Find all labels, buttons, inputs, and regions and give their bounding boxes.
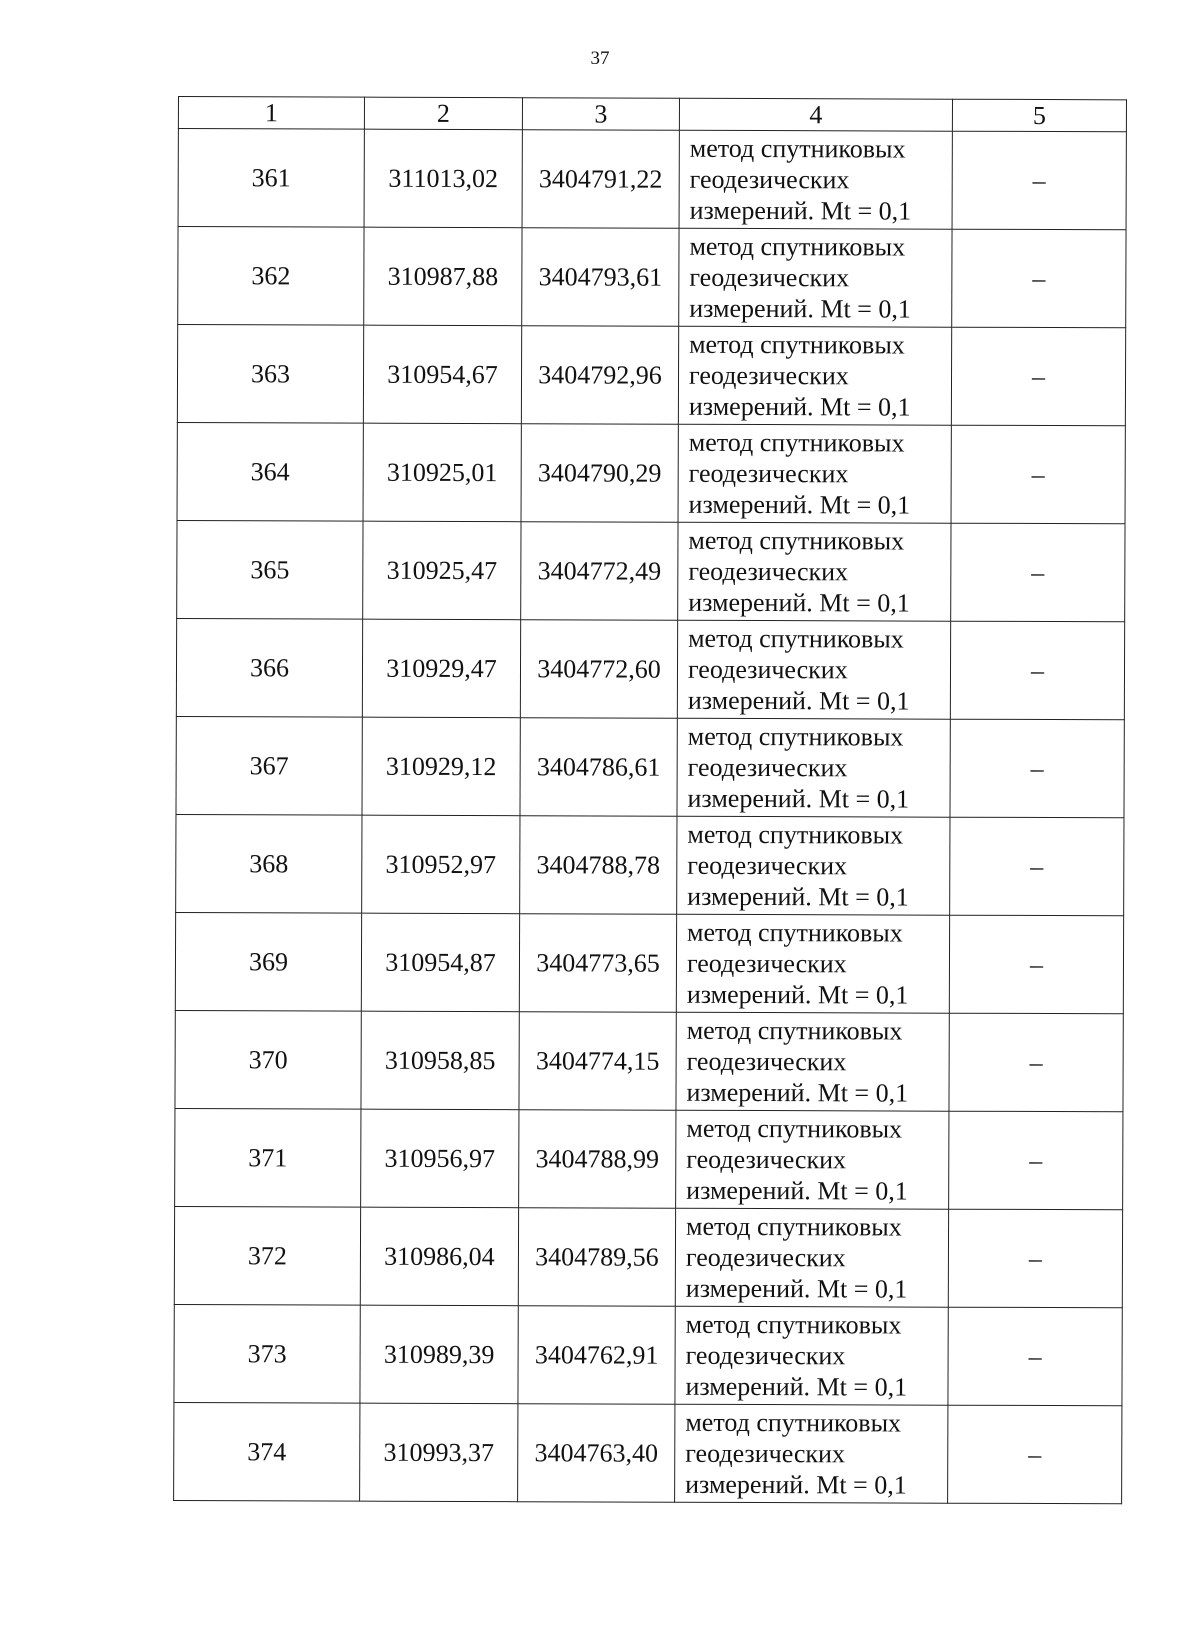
method-text-line: измерений. Mt = 0,1 xyxy=(686,979,909,1010)
y-coordinate-cell: 3404788,78 xyxy=(520,816,677,915)
x-coordinate-cell: 310954,87 xyxy=(361,913,519,1012)
x-coordinate-cell: 310986,04 xyxy=(360,1207,518,1306)
method-text-line: метод спутниковых xyxy=(688,427,905,458)
y-coordinate-cell: 3404762,91 xyxy=(518,1306,675,1405)
method-text-line: геодезических xyxy=(687,850,848,881)
point-number-cell: 372 xyxy=(174,1206,360,1305)
note-cell: – xyxy=(950,817,1124,916)
method-text-line: метод спутниковых xyxy=(686,1015,903,1046)
column-header: 4 xyxy=(679,98,952,131)
y-coordinate-cell: 3404786,61 xyxy=(520,718,677,817)
page-number: 37 xyxy=(590,48,610,69)
x-coordinate-cell: 310987,88 xyxy=(364,227,522,326)
x-coordinate-cell: 310925,01 xyxy=(363,423,521,522)
x-coordinate-cell: 310929,47 xyxy=(362,619,520,718)
method-text-line: геодезических xyxy=(687,752,848,783)
method-text-line: геодезических xyxy=(686,1046,847,1077)
note-cell: – xyxy=(948,1405,1122,1504)
note-cell: – xyxy=(952,229,1126,328)
method-cell xyxy=(676,914,949,1013)
note-cell: – xyxy=(949,1013,1123,1112)
y-coordinate-cell: 3404790,29 xyxy=(521,424,678,523)
table-row xyxy=(174,1304,1122,1405)
method-text-line: измерений. Mt = 0,1 xyxy=(688,587,910,618)
table-body xyxy=(174,129,1127,1504)
method-cell xyxy=(679,228,952,327)
method-text-line: измерений. Mt = 0,1 xyxy=(687,783,910,814)
point-number-cell: 361 xyxy=(178,129,364,228)
method-cell xyxy=(677,620,950,719)
method-text-line: метод спутниковых xyxy=(689,329,905,360)
x-coordinate-cell: 310929,12 xyxy=(362,717,520,816)
point-number-cell: 367 xyxy=(176,716,362,815)
table-row xyxy=(175,912,1123,1013)
method-cell xyxy=(675,1404,948,1503)
method-cell xyxy=(679,130,952,229)
method-text-line: измерений. Mt = 0,1 xyxy=(686,1175,908,1206)
point-number-cell: 370 xyxy=(175,1010,361,1109)
table-row xyxy=(176,814,1124,915)
note-cell: – xyxy=(948,1209,1122,1308)
method-text-line: измерений. Mt = 0,1 xyxy=(688,391,911,422)
table-header-row xyxy=(178,97,1126,132)
method-text-line: геодезических xyxy=(686,1144,847,1175)
y-coordinate-cell: 3404788,99 xyxy=(519,1110,676,1209)
point-number-cell: 368 xyxy=(176,814,362,913)
method-text-line: измерений. Mt = 0,1 xyxy=(687,881,909,912)
x-coordinate-cell: 310993,37 xyxy=(360,1403,518,1502)
table-row xyxy=(175,1010,1123,1111)
point-number-cell: 363 xyxy=(177,325,363,424)
method-text-line: измерений. Mt = 0,1 xyxy=(689,293,911,324)
column-header: 2 xyxy=(364,97,522,130)
method-text-line: метод спутниковых xyxy=(688,623,904,654)
method-text-line: геодезических xyxy=(688,556,849,587)
column-header: 3 xyxy=(522,98,679,131)
y-coordinate-cell: 3404773,65 xyxy=(519,914,676,1013)
note-cell: – xyxy=(949,1111,1123,1210)
method-text-line: измерений. Mt = 0,1 xyxy=(685,1469,907,1500)
table-row xyxy=(176,618,1124,719)
method-text-line: метод спутниковых xyxy=(685,1407,902,1438)
method-text-line: геодезических xyxy=(685,1438,846,1469)
note-cell: – xyxy=(948,1307,1122,1406)
method-text-line: метод спутниковых xyxy=(689,133,906,164)
method-cell xyxy=(676,1110,949,1209)
table-row xyxy=(177,325,1125,426)
note-cell: – xyxy=(952,131,1126,230)
method-text-line: геодезических xyxy=(688,458,849,489)
point-number-cell: 374 xyxy=(174,1402,360,1501)
column-header: 1 xyxy=(178,97,364,130)
table-row xyxy=(174,1206,1122,1307)
y-coordinate-cell: 3404791,22 xyxy=(522,130,679,229)
note-cell: – xyxy=(950,621,1124,720)
y-coordinate-cell: 3404772,49 xyxy=(521,522,678,621)
method-text-line: метод спутниковых xyxy=(686,1113,903,1144)
x-coordinate-cell: 310956,97 xyxy=(361,1109,519,1208)
method-cell xyxy=(678,326,951,425)
note-cell: – xyxy=(951,327,1125,426)
method-text-line: геодезических xyxy=(687,654,848,685)
column-header: 5 xyxy=(952,99,1126,132)
method-cell xyxy=(677,816,950,915)
note-cell: – xyxy=(951,425,1125,524)
method-cell xyxy=(678,522,951,621)
method-text-line: геодезических xyxy=(689,262,850,293)
method-text-line: метод спутниковых xyxy=(687,721,904,752)
method-text-line: геодезических xyxy=(686,948,847,979)
method-cell xyxy=(676,1012,949,1111)
y-coordinate-cell: 3404772,60 xyxy=(520,620,677,719)
method-text-line: метод спутниковых xyxy=(687,917,903,948)
y-coordinate-cell: 3404774,15 xyxy=(519,1012,676,1111)
method-text-line: измерений. Mt = 0,1 xyxy=(689,195,912,226)
method-cell xyxy=(678,424,951,523)
table-row xyxy=(175,1108,1123,1209)
note-cell: – xyxy=(950,719,1124,818)
method-cell xyxy=(675,1306,948,1405)
x-coordinate-cell: 311013,02 xyxy=(364,129,522,228)
method-text-line: метод спутниковых xyxy=(687,819,904,850)
point-number-cell: 369 xyxy=(175,912,361,1011)
method-text-line: метод спутниковых xyxy=(685,1309,902,1340)
note-cell: – xyxy=(951,523,1125,622)
y-coordinate-cell: 3404763,40 xyxy=(518,1404,675,1503)
y-coordinate-cell: 3404793,61 xyxy=(522,228,679,327)
point-number-cell: 362 xyxy=(178,227,364,326)
method-text-line: измерений. Mt = 0,1 xyxy=(685,1371,908,1402)
table-row xyxy=(176,716,1124,817)
point-number-cell: 365 xyxy=(177,520,363,619)
point-number-cell: 364 xyxy=(177,422,363,521)
table-row xyxy=(177,422,1125,523)
method-text-line: измерений. Mt = 0,1 xyxy=(686,1077,909,1108)
y-coordinate-cell: 3404792,96 xyxy=(521,326,678,425)
point-number-cell: 371 xyxy=(175,1108,361,1207)
table-row xyxy=(174,1402,1122,1503)
method-text-line: метод спутниковых xyxy=(689,231,906,262)
method-text-line: метод спутниковых xyxy=(686,1211,902,1242)
x-coordinate-cell: 310958,85 xyxy=(361,1011,519,1110)
method-text-line: измерений. Mt = 0,1 xyxy=(687,685,910,716)
table-row xyxy=(177,520,1125,621)
x-coordinate-cell: 310925,47 xyxy=(363,521,521,620)
y-coordinate-cell: 3404789,56 xyxy=(518,1208,675,1307)
coordinates-table xyxy=(173,96,1127,1504)
method-text-line: геодезических xyxy=(685,1242,846,1273)
method-cell xyxy=(677,718,950,817)
method-text-line: геодезических xyxy=(689,164,850,195)
x-coordinate-cell: 310952,97 xyxy=(362,815,520,914)
x-coordinate-cell: 310989,39 xyxy=(360,1305,518,1404)
method-cell xyxy=(675,1208,948,1307)
method-text-line: геодезических xyxy=(685,1340,846,1371)
method-text-line: геодезических xyxy=(688,360,849,391)
table-row xyxy=(178,227,1126,328)
note-cell: – xyxy=(949,915,1123,1014)
x-coordinate-cell: 310954,67 xyxy=(363,325,521,424)
method-text-line: метод спутниковых xyxy=(688,525,905,556)
table-row xyxy=(178,129,1126,230)
method-text-line: измерений. Mt = 0,1 xyxy=(685,1273,908,1304)
point-number-cell: 373 xyxy=(174,1304,360,1403)
point-number-cell: 366 xyxy=(176,618,362,717)
method-text-line: измерений. Mt = 0,1 xyxy=(688,489,911,520)
